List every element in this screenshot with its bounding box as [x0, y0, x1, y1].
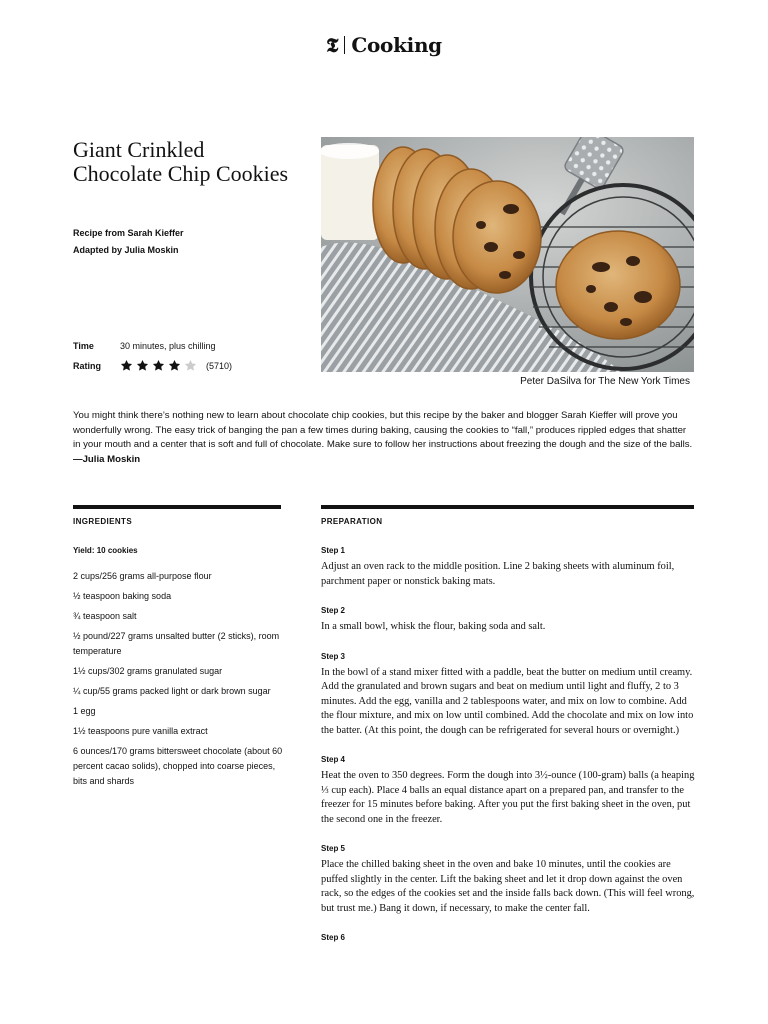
- recipe-intro: [73, 409, 695, 467]
- step-text: Place the chilled baking sheet in the oven and bake 10 minutes, until the cookies are puffed slightly in the center. Lift the baking sheet and let it drop down against the oven rack, so the edges of the cookies set and the inside falls back down. (This will feel wrong, but trust me.) Bang it down, if necessary, to make the center fall.: [321, 859, 695, 914]
- recipe-title: Giant Crinkled Chocolate Chip Cookies: [73, 137, 289, 186]
- step-label: Step 2: [321, 606, 346, 615]
- star-filled-icon[interactable]: [152, 359, 165, 372]
- preparation-step: [321, 933, 697, 942]
- ingredient-item: 2 cups/256 grams all-purpose flour: [73, 571, 212, 581]
- step-text: In the bowl of a stand mixer fitted with a paddle, beat the butter on medium until creamy. Add the granulated and brown sugars and beat on medium until light and fluffy, 2 to 3 minutes. Add the egg, vanilla and 2 tablespoons water, and mix on low to combine. Add the flour mixture, and mix on low until combined. Add the chocolate and mix on low into the batter. (At this point, the dough can be refrigerated for several hours or overnight.): [321, 666, 694, 736]
- step-label: Step 3: [321, 651, 346, 661]
- recipe-photo: [321, 137, 694, 372]
- ingredient-item: 1½ cups/302 grams granulated sugar: [73, 666, 223, 676]
- recipe-byline[interactable]: Recipe from Sarah Kieffer: [73, 228, 184, 238]
- preparation-step: [321, 652, 697, 739]
- cooking-wordmark: Cooking: [351, 33, 442, 57]
- time-row: [73, 341, 216, 351]
- star-filled-icon[interactable]: [120, 359, 133, 372]
- adapted-byline[interactable]: Adapted by Julia Moskin: [73, 245, 179, 255]
- step-text: Heat the oven to 350 degrees. Form the dough into 3½-ounce (100-gram) balls (a heaping ⅓ cup each). Place 4 balls an equal distance apart on a prepared pan, and transfer to the freezer for 15 minutes before baking. After you put the first baking sheet in the oven, put the second one in the freezer.: [321, 770, 695, 825]
- preparation-heading: PREPARATION: [321, 517, 383, 526]
- rating-label: Rating: [73, 360, 101, 371]
- ingredients-list: [73, 569, 283, 794]
- preparation-step: [321, 606, 697, 635]
- ingredient-item: 6 ounces/170 grams bittersweet chocolate (about 60 percent cacao solids), chopped into coarse pieces, bits and shards: [73, 746, 283, 786]
- ingredient-item: 1 egg: [73, 706, 96, 716]
- step-label: Step 1: [321, 546, 346, 555]
- ingredients-heading: INGREDIENTS: [73, 517, 133, 526]
- ingredient-item: ½ teaspoon baking soda: [73, 591, 172, 601]
- intro-signature[interactable]: —Julia Moskin: [73, 453, 141, 465]
- rating-count: (5710): [206, 360, 233, 371]
- ingredient-item: 1½ teaspoons pure vanilla extract: [73, 726, 208, 736]
- step-label: Step 4: [321, 755, 346, 764]
- cooking-logo[interactable]: [0, 33, 768, 57]
- step-text: In a small bowl, whisk the flour, baking soda and salt.: [321, 621, 546, 632]
- preparation-step: [321, 546, 697, 589]
- preparation-steps: [321, 546, 697, 959]
- preparation-step: [321, 755, 697, 827]
- intro-text: You might think there’s nothing new to learn about chocolate chip cookies, but this recipe by the baker and blogger Sarah Kieffer will prove you wonderfully wrong. The easy trick of banging the pan a few times during baking, causing the cookies to “fall,” produces rippled edges that shatter in your mouth and a center that is soft and full of chocolate. Make sure to follow her instructions about freezing the dough and the size of the balls.: [73, 410, 693, 451]
- step-label: Step 5: [321, 844, 346, 853]
- logo-divider: [344, 36, 345, 54]
- ingredient-item: ¾ teaspoon salt: [73, 611, 137, 621]
- nyt-t-logo-icon: 𝕿: [326, 33, 339, 57]
- rating-row: [73, 359, 232, 372]
- ingredient-item: ½ pound/227 grams unsalted butter (2 sticks), room temperature: [73, 631, 280, 656]
- photo-credit: Peter DaSilva for The New York Times: [520, 376, 690, 387]
- ingredient-item: ¼ cup/55 grams packed light or dark brown sugar: [73, 686, 271, 696]
- step-label: Step 6: [321, 933, 346, 942]
- star-empty-icon[interactable]: [184, 359, 197, 372]
- cookies-photo-illustration: [321, 137, 694, 372]
- step-text: Adjust an oven rack to the middle position. Line 2 baking sheets with aluminum foil, parchment paper or nonstick baking mats.: [321, 561, 675, 587]
- star-filled-icon[interactable]: [168, 359, 181, 372]
- star-filled-icon[interactable]: [136, 359, 149, 372]
- time-label: Time: [73, 341, 94, 351]
- recipe-yield: Yield: 10 cookies: [73, 546, 138, 555]
- preparation-rule: [321, 505, 694, 509]
- rating-stars[interactable]: [120, 359, 197, 372]
- ingredients-rule: [73, 505, 281, 509]
- preparation-step: [321, 844, 697, 916]
- time-value: 30 minutes, plus chilling: [120, 341, 216, 351]
